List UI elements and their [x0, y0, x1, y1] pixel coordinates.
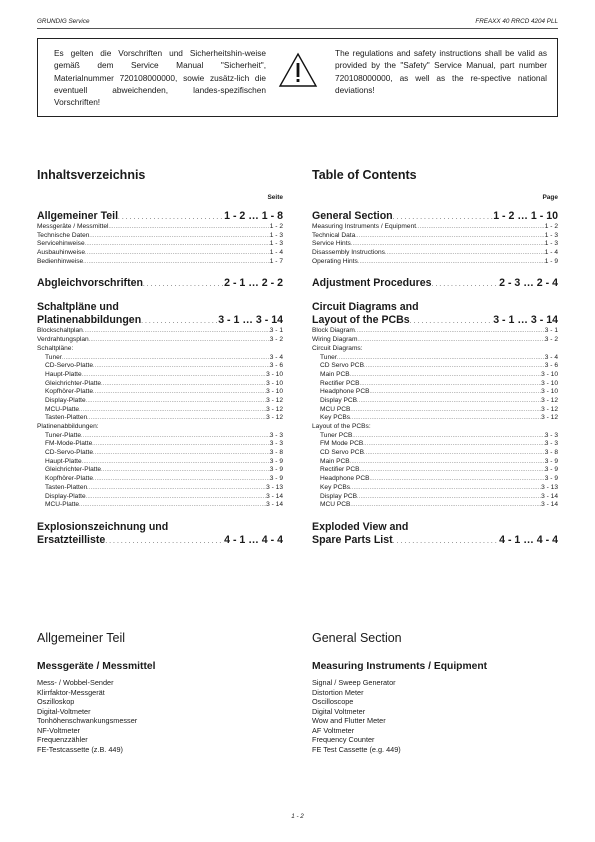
dot-leader	[416, 223, 545, 232]
header-rule	[37, 28, 558, 29]
dot-leader	[87, 484, 266, 493]
toc-entry	[37, 432, 283, 441]
dot-leader	[370, 475, 545, 484]
toc-entry-page: 1 - 3	[544, 240, 558, 248]
toc-section	[37, 314, 283, 327]
toc-entry-page: 3 - 14	[541, 501, 558, 509]
toc-entry	[312, 432, 558, 441]
dot-leader	[79, 406, 266, 415]
dot-leader	[357, 493, 541, 502]
toc-entry-page: 3 - 4	[269, 353, 283, 361]
toc-entry-title: Headphone PCB	[320, 388, 370, 396]
toc-german	[37, 166, 283, 547]
toc-entry	[37, 240, 283, 249]
toc-entry	[37, 458, 283, 467]
instrument-item: Signal / Sweep Generator	[312, 678, 396, 687]
toc-entry	[312, 362, 558, 371]
instrument-item: FE Test Cassette (e.g. 449)	[312, 744, 401, 754]
instruments-list	[37, 678, 283, 754]
toc-entry-page: 3 - 2	[544, 336, 558, 344]
dot-leader	[350, 458, 545, 467]
general-section-english	[312, 630, 558, 754]
toc-entry	[312, 458, 558, 467]
dot-leader	[93, 362, 270, 371]
toc-entry	[312, 388, 558, 397]
toc-entry-page: 3 - 8	[544, 449, 558, 457]
general-section-german	[37, 630, 283, 754]
toc-entry	[312, 240, 558, 249]
toc-entry-page: 3 - 3	[544, 431, 558, 439]
toc-entry-page: 3 - 14	[541, 492, 558, 500]
toc-entry	[312, 466, 558, 475]
toc-entry-page: 1 - 9	[544, 257, 558, 265]
toc-entry-title: FM-Mode-Platte	[45, 440, 93, 448]
toc-subheading: Layout of the PCBs:	[312, 423, 371, 430]
toc-section-title: Spare Parts List	[312, 533, 393, 546]
toc-entry	[312, 493, 558, 502]
toc-entry	[37, 493, 283, 502]
toc-entry-title: Tuner PCB	[320, 431, 353, 439]
toc-entry-page: 3 - 4	[544, 353, 558, 361]
instrument-item: Digital Voltmeter	[312, 706, 366, 716]
dot-leader	[357, 397, 541, 406]
toc-entry-page: 3 - 12	[541, 396, 558, 404]
toc-entry	[37, 388, 283, 397]
toc-entry-title: Rectifier PCB	[320, 379, 360, 387]
dot-leader	[364, 449, 545, 458]
toc-entry-title: Gleichrichter-Platte	[45, 466, 102, 474]
toc-section	[312, 210, 558, 223]
toc-entry-page: 3 - 9	[544, 466, 558, 474]
dot-leader	[350, 406, 541, 415]
toc-subheading: Circuit Diagrams:	[312, 344, 363, 352]
toc-entry-title: Display-Platte	[45, 492, 86, 500]
toc-entry-title: CD Servo PCB	[320, 362, 364, 370]
toc-entry-title: CD-Servo-Platte	[45, 362, 94, 370]
toc-entry-title: Key PCBs	[320, 483, 351, 491]
dot-leader	[79, 501, 266, 510]
dot-leader	[86, 397, 266, 406]
toc-entry-page: 3 - 9	[544, 457, 558, 465]
dot-leader	[337, 354, 545, 363]
toc-entry-title: Display PCB	[320, 396, 358, 404]
toc-entry-title: Rectifier PCB	[320, 466, 360, 474]
toc-entry-page: 3 - 12	[266, 405, 283, 413]
general-title: Allgemeiner Teil	[37, 631, 126, 645]
dot-leader	[432, 277, 500, 292]
toc-entry-title: Messgeräte / Messmittel	[37, 223, 109, 230]
toc-entry-page: 3 - 10	[266, 388, 283, 396]
dot-leader	[85, 240, 270, 249]
toc-entry	[37, 336, 283, 345]
toc-entry-page: 1 - 2	[544, 223, 558, 230]
instrument-item: Frequenzzähler	[37, 735, 88, 744]
toc-entry-title: MCU-Platte	[45, 501, 80, 509]
toc-entry-title: Bedienhinweise	[37, 257, 84, 265]
toc-entry	[37, 371, 283, 380]
toc-entry-page: 3 - 1	[544, 327, 558, 335]
toc-entry	[37, 449, 283, 458]
toc-page-label: Seite	[267, 194, 283, 201]
toc-section-pages: 4 - 1 … 4 - 4	[499, 533, 558, 546]
toc-entry-page: 3 - 12	[541, 414, 558, 422]
instrument-item: Tonhöhenschwankungsmesser	[37, 716, 138, 725]
safety-notice-box	[37, 38, 558, 117]
toc-entry-title: Operating Hints	[312, 257, 358, 265]
toc-section-title: Explosionszeichnung und	[37, 520, 169, 533]
toc-section	[37, 210, 283, 223]
toc-section-title: Adjustment Procedures	[312, 277, 432, 290]
toc-entry	[37, 232, 283, 241]
toc-entry	[312, 475, 558, 484]
toc-entry	[37, 354, 283, 363]
toc-entry-page: 3 - 9	[269, 457, 283, 465]
toc-section	[312, 277, 558, 290]
dot-leader	[108, 223, 269, 232]
toc-subheading: Schaltpläne:	[37, 344, 74, 352]
toc-entry-page: 1 - 7	[269, 257, 283, 265]
toc-entry-page: 3 - 14	[266, 501, 283, 509]
toc-entry-title: Disassembly Instructions	[312, 249, 385, 257]
toc-section	[312, 314, 558, 327]
dot-leader	[83, 327, 270, 336]
toc-english	[312, 166, 558, 547]
instrument-item: NF-Voltmeter	[37, 725, 80, 735]
dot-leader	[370, 388, 542, 397]
toc-entry-title: Blockschaltplan	[37, 327, 83, 335]
dot-leader	[393, 534, 499, 549]
toc-entry-title: Gleichrichter-Platte	[45, 379, 102, 387]
dot-leader	[357, 336, 544, 345]
dot-leader	[101, 466, 270, 475]
toc-entry	[37, 484, 283, 493]
toc-entry	[312, 484, 558, 493]
toc-entry	[312, 449, 558, 458]
instrument-item: Klirrfaktor-Messgerät	[37, 687, 105, 697]
toc-section-title: Exploded View and	[312, 520, 409, 533]
toc-entry-page: 3 - 3	[544, 440, 558, 448]
toc-entry-title: MCU PCB	[320, 405, 351, 413]
safety-notice-english: The regulations and safety instructions shall be valid as provided by the "Safety" Service Manual, part number 720108000000, as well as the re-spective national deviations!	[335, 48, 547, 95]
dot-leader	[360, 466, 545, 475]
toc-entry-title: Haupt-Platte	[45, 370, 82, 378]
dot-leader	[351, 240, 545, 249]
toc-entry	[312, 397, 558, 406]
instrument-item: Frequency Counter	[312, 735, 375, 744]
dot-leader	[350, 414, 541, 423]
toc-entry	[312, 336, 558, 345]
toc-section	[312, 534, 558, 547]
dot-leader	[358, 258, 545, 267]
toc-entry	[312, 440, 558, 449]
toc-entry-title: Measuring Instruments / Equipment	[312, 223, 417, 230]
dot-leader	[360, 380, 542, 389]
toc-entry-page: 3 - 9	[544, 475, 558, 483]
instrument-item: Digital-Voltmeter	[37, 706, 91, 716]
toc-entry-page: 1 - 3	[269, 231, 283, 239]
toc-section-title: Platinenabbildungen	[37, 314, 142, 327]
toc-entry-page: 3 - 10	[266, 379, 283, 387]
toc-entry-title: Main PCB	[320, 457, 350, 465]
header-right: FREAXX 40 RRCD 4204 PLL	[475, 18, 558, 25]
toc-entry-title: Tuner-Platte	[45, 431, 82, 439]
dot-leader	[87, 414, 266, 423]
toc-entry	[312, 406, 558, 415]
toc-entry-title: Tuner	[320, 353, 337, 361]
toc-entry-title: Technical Data	[312, 231, 356, 239]
toc-entry	[37, 397, 283, 406]
dot-leader	[89, 232, 269, 241]
toc-page-label: Page	[542, 194, 558, 201]
toc-title: Table of Contents	[312, 168, 417, 182]
toc-entry	[37, 362, 283, 371]
toc-entry-page: 1 - 4	[544, 249, 558, 257]
instrument-item: Mess- / Wobbel-Sender	[37, 678, 114, 687]
toc-section	[37, 277, 283, 290]
toc-section-pages: 4 - 1 … 4 - 4	[224, 533, 283, 546]
toc-entry-page: 3 - 12	[541, 405, 558, 413]
toc-entry-page: 3 - 10	[541, 388, 558, 396]
toc-section-pages: 3 - 1 … 3 - 14	[493, 314, 558, 327]
toc-entry-title: Headphone PCB	[320, 475, 370, 483]
dot-leader	[85, 249, 270, 258]
dot-leader	[93, 449, 270, 458]
toc-entry-title: Technische Daten	[37, 231, 90, 239]
toc-entry-page: 3 - 10	[541, 379, 558, 387]
toc-entry-page: 3 - 12	[266, 396, 283, 404]
toc-entry-page: 1 - 3	[544, 231, 558, 239]
toc-entry-page: 3 - 3	[269, 440, 283, 448]
dot-leader	[101, 380, 266, 389]
toc-entry-title: Key PCBs	[320, 414, 351, 422]
toc-entry-title: Tasten-Platten	[45, 414, 88, 422]
toc-entry-title: Verdrahtungsplan	[37, 336, 89, 344]
toc-entry-page: 3 - 6	[269, 362, 283, 370]
toc-entry	[312, 327, 558, 336]
dot-leader	[355, 232, 545, 241]
toc-section-title: Layout of the PCBs	[312, 314, 410, 327]
toc-entry	[312, 258, 558, 267]
dot-leader	[93, 388, 266, 397]
dot-leader	[82, 371, 266, 380]
toc-entry-title: Kopfhörer-Platte	[45, 388, 94, 396]
toc-entry	[312, 223, 558, 232]
toc-section-title: General Section	[312, 210, 393, 222]
dot-leader	[350, 371, 541, 380]
toc-entry	[312, 371, 558, 380]
toc-entry	[37, 414, 283, 423]
toc-entry-title: CD Servo PCB	[320, 449, 364, 457]
toc-entry-page: 3 - 1	[269, 327, 283, 335]
dot-leader	[355, 327, 545, 336]
toc-title: Inhaltsverzeichnis	[37, 168, 146, 182]
toc-entry	[37, 406, 283, 415]
toc-section-pages: 1 - 2 … 1 - 10	[493, 210, 558, 222]
toc-section-title: Allgemeiner Teil	[37, 210, 119, 222]
toc-entry	[312, 380, 558, 389]
toc-entry-page: 3 - 6	[544, 362, 558, 370]
general-title: General Section	[312, 631, 402, 645]
toc-section-pages: 1 - 2 … 1 - 8	[224, 210, 283, 222]
toc-entry	[312, 501, 558, 510]
toc-entry-title: Block Diagram	[312, 327, 355, 335]
toc-entry-page: 3 - 8	[269, 449, 283, 457]
toc-entry	[37, 258, 283, 267]
toc-entry	[312, 232, 558, 241]
toc-entry-title: MCU-Platte	[45, 405, 80, 413]
toc-entry-title: Servicehinweise	[37, 240, 85, 248]
instruments-list	[312, 678, 558, 754]
toc-entry-page: 3 - 10	[266, 370, 283, 378]
dot-leader	[83, 258, 270, 267]
toc-section	[37, 534, 283, 547]
toc-entry	[37, 466, 283, 475]
toc-entry	[37, 249, 283, 258]
instruments-subtitle: Messgeräte / Messmittel	[37, 661, 156, 672]
toc-entry-title: Ausbauhinweise	[37, 249, 86, 257]
dot-leader	[363, 440, 545, 449]
dot-leader	[92, 440, 270, 449]
toc-entry	[312, 354, 558, 363]
toc-section-pages: 2 - 3 … 2 - 4	[499, 277, 558, 290]
toc-entry-page: 3 - 10	[541, 370, 558, 378]
toc-entry	[312, 249, 558, 258]
dot-leader	[81, 432, 270, 441]
instrument-item: Oscilloscope	[312, 697, 354, 706]
toc-section-title: Ersatzteilliste	[37, 533, 106, 546]
safety-notice-german: Es gelten die Vorschriften und Sicherheitshin-weise gemäß dem Service Manual "Sicherheit", Materialnummer 720108000000, sowie zusätz-lich die eventuell abweichenden, landes-spezifischen Vorschriften!	[54, 48, 266, 108]
toc-entry-page: 1 - 4	[269, 249, 283, 257]
toc-entry-title: Display-Platte	[45, 396, 86, 404]
toc-entry-title: Display PCB	[320, 492, 358, 500]
toc-entry-page: 3 - 12	[266, 414, 283, 422]
toc-entry	[37, 501, 283, 510]
toc-entry	[37, 440, 283, 449]
toc-entry-page: 1 - 2	[269, 223, 283, 230]
toc-entry-title: Haupt-Platte	[45, 457, 82, 465]
toc-entry-title: Tasten-Platten	[45, 483, 88, 491]
dot-leader	[352, 432, 544, 441]
toc-entry	[312, 414, 558, 423]
dot-leader	[62, 354, 270, 363]
toc-entry-title: Wiring Diagram	[312, 336, 358, 344]
dot-leader	[350, 484, 541, 493]
dot-leader	[82, 458, 270, 467]
toc-entry-title: FM Mode PCB	[320, 440, 364, 448]
instrument-item: Distortion Meter	[312, 687, 364, 697]
toc-entry-page: 3 - 9	[269, 475, 283, 483]
toc-entry-title: Service Hints	[312, 240, 351, 248]
toc-entry-title: CD-Servo-Platte	[45, 449, 94, 457]
toc-entry	[37, 380, 283, 389]
warning-icon	[278, 52, 318, 88]
toc-entry-page: 3 - 13	[266, 483, 283, 491]
toc-entry-title: Kopfhörer-Platte	[45, 475, 94, 483]
toc-section-title: Schaltpläne und	[37, 301, 119, 314]
page-number: 1 - 2	[291, 813, 304, 820]
toc-entry-title: MCU PCB	[320, 501, 351, 509]
toc-entry-page: 3 - 13	[541, 483, 558, 491]
dot-leader	[143, 277, 224, 292]
instruments-subtitle: Measuring Instruments / Equipment	[312, 661, 488, 672]
instrument-item: AF Voltmeter	[312, 725, 355, 735]
instrument-item: Oszilloskop	[37, 697, 75, 706]
toc-entry-page: 3 - 2	[269, 336, 283, 344]
toc-entry-title: Tuner	[45, 353, 62, 361]
toc-entry-page: 3 - 3	[269, 431, 283, 439]
toc-entry	[37, 327, 283, 336]
dot-leader	[93, 475, 270, 484]
dot-leader	[350, 501, 541, 510]
toc-entry-page: 1 - 3	[269, 240, 283, 248]
dot-leader	[364, 362, 545, 371]
header-left: GRUNDIG Service	[37, 18, 90, 25]
toc-entry	[37, 223, 283, 232]
dot-leader	[385, 249, 545, 258]
toc-section-pages: 2 - 1 … 2 - 2	[224, 277, 283, 290]
toc-entry	[37, 475, 283, 484]
toc-entry-page: 3 - 14	[266, 492, 283, 500]
toc-section-title: Circuit Diagrams and	[312, 301, 419, 314]
toc-subheading: Platinenabbildungen:	[37, 423, 99, 430]
dot-leader	[89, 336, 270, 345]
toc-entry-title: Main PCB	[320, 370, 350, 378]
instrument-item: FE-Testcassette (z.B. 449)	[37, 744, 123, 754]
toc-section-pages: 3 - 1 … 3 - 14	[218, 314, 283, 327]
toc-entry-page: 3 - 9	[269, 466, 283, 474]
instrument-item: Wow and Flutter Meter	[312, 716, 386, 725]
dot-leader	[86, 493, 266, 502]
toc-section-title: Abgleichvorschriften	[37, 277, 143, 290]
dot-leader	[105, 534, 224, 549]
